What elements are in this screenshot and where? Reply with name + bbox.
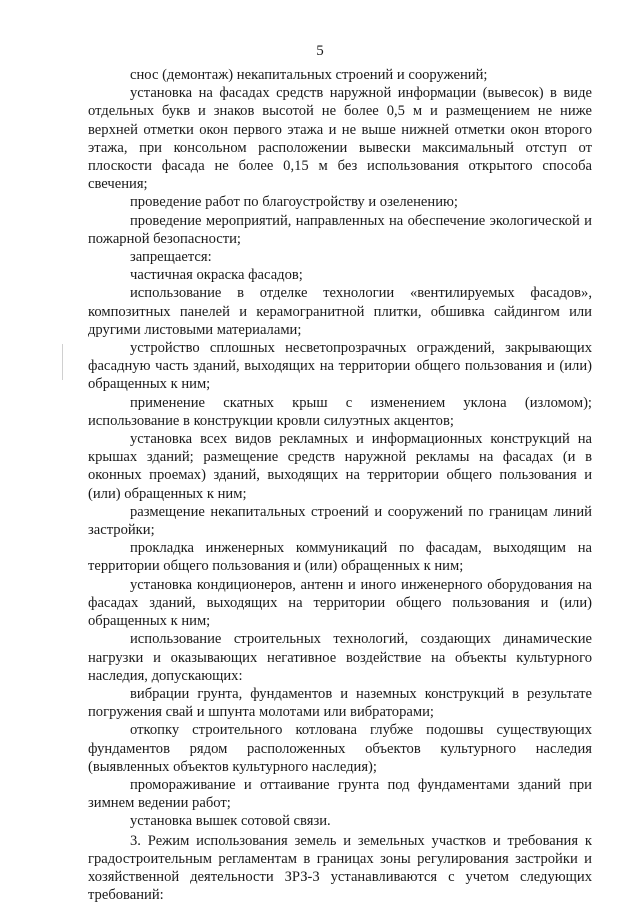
paragraph: откопку строительного котлована глубже подошвы существующих фундаментов рядом расположенных объектов культурного наследия (выявленных объектов культурного наследия); — [88, 722, 592, 775]
paragraph: проведение мероприятий, направленных на обеспечение экологической и пожарной безопасности; — [88, 212, 592, 247]
page-number: 5 — [316, 43, 324, 59]
paragraph: установка вышек сотовой связи. — [130, 813, 331, 830]
margin-mark — [62, 344, 63, 380]
paragraph: проведение работ по благоустройству и озеленению; — [130, 194, 458, 211]
section-paragraph: 3. Режим использования земель и земельных участков и требования к градостроительным регламентам в границах зоны регулирования застройки и хозяйственной деятельности ЗРЗ-3 устанавливаются с учетом следующих требований: — [88, 832, 592, 904]
paragraph: установка всех видов рекламных и информационных конструкций на крышах зданий; размещение средств наружной рекламы на фасадах (и в оконных проемах) зданий, выходящих на территории общего пользования и (или) обращенных к ним; — [88, 431, 592, 502]
paragraph: использование строительных технологий, создающих динамические нагрузки и оказывающих негативное воздействие на объекты культурного наследия, допускающих: — [88, 631, 592, 684]
paragraph: частичная окраска фасадов; — [130, 267, 303, 284]
paragraph: устройство сплошных несветопрозрачных ограждений, закрывающих фасадную часть зданий, выходящих на территории общего пользования и (или) обращенных к ним; — [88, 340, 592, 393]
document-body — [88, 66, 592, 904]
paragraph: установка кондиционеров, антенн и иного инженерного оборудования на фасадах зданий, выходящих на территории общего пользования и (или) обращенных к ним; — [88, 576, 592, 630]
paragraph: применение скатных крыш с изменением уклона (изломом); использование в конструкции кровли силуэтных акцентов; — [88, 394, 592, 429]
paragraph: снос (демонтаж) некапитальных строений и сооружений; — [130, 67, 488, 83]
paragraph: установка на фасадах средств наружной информации (вывесок) в виде отдельных букв и знаков высотой не более 0,5 м и размещением не ниже верхней отметки окон первого этажа и не выше нижней отметки окон второго этажа, при консольном расположении вывески максимальный отступ от плоскости фасада не более 0,15 м без использования открытого способа свечения; — [88, 85, 592, 193]
paragraph: промораживание и оттаивание грунта под фундаментами зданий при зимнем ведении работ; — [88, 776, 592, 812]
paragraph: запрещается: — [130, 249, 212, 266]
paragraph: прокладка инженерных коммуникаций по фасадам, выходящим на территории общего пользования и (или) обращенных к ним; — [88, 540, 592, 575]
paragraph: размещение некапитальных строений и сооружений по границам линий застройки; — [88, 503, 592, 539]
paragraph: использование в отделке технологии «вентилируемых фасадов», композитных панелей и керамогранитной плитки, обшивка сайдингом или другими листовыми материалами; — [88, 285, 592, 338]
paragraph: вибрации грунта, фундаментов и наземных конструкций в результате погружения свай и шпунта молотами или вибраторами; — [88, 685, 592, 721]
